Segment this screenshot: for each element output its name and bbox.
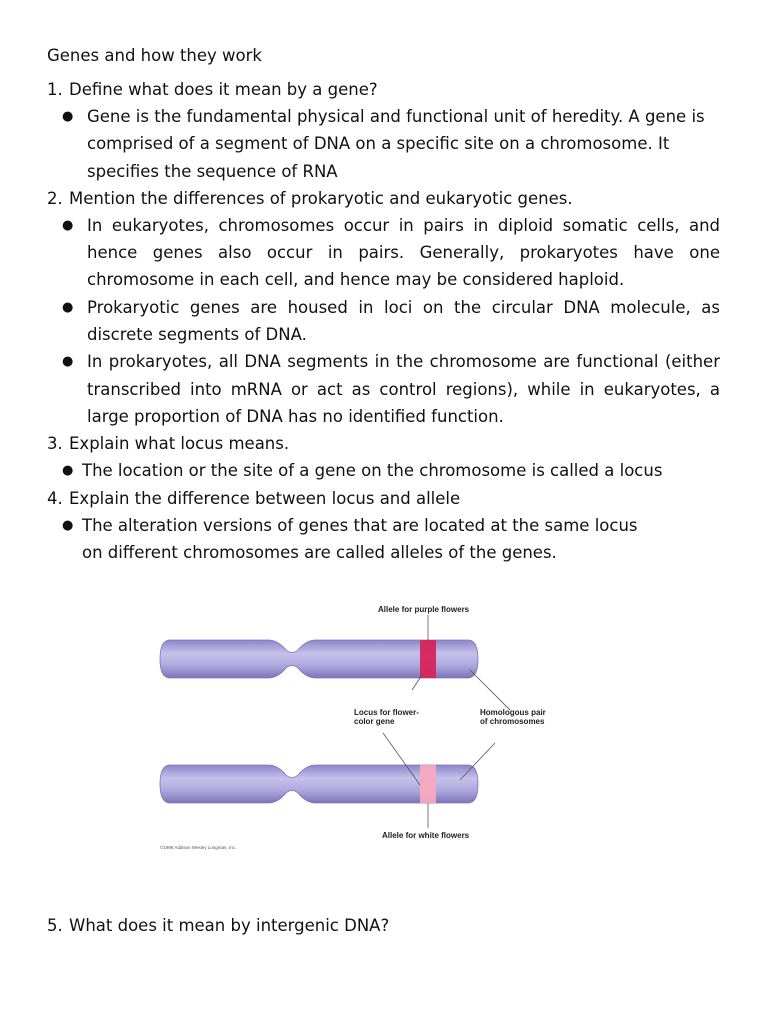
question-text: What does it mean by intergenic DNA?	[69, 916, 390, 935]
question-text: Explain the difference between locus and allele	[69, 488, 461, 508]
answer-bullet	[47, 348, 720, 430]
answer-text: Gene is the fundamental physical and functional unit of heredity. A gene is comprised of a segment of DNA on a specific site on a chromosome. It specifies the sequence of RNA	[87, 107, 705, 181]
label-locus: Locus for flower-color gene	[354, 708, 419, 726]
allele-purple-band	[420, 640, 436, 678]
label-allele-white: Allele for white flowers	[382, 831, 470, 840]
bullet-icon: ●	[62, 299, 74, 315]
answer-text: The alteration versions of genes that are located at the same locus on different chromosomes are called alleles of the genes.	[82, 515, 638, 562]
answer-bullet	[47, 294, 720, 349]
bullet-icon: ●	[62, 463, 74, 479]
bullet-icon: ●	[62, 517, 74, 533]
answer-bullet	[47, 457, 720, 484]
answer-text: In prokaryotes, all DNA segments in the chromosome are functional (either transcribed into mRNA or act as control regions), while in eukaryotes, a large proportion of DNA has no identified function.	[87, 352, 720, 426]
chromosome-figure	[150, 595, 546, 855]
question-4	[47, 485, 720, 512]
question-5	[47, 912, 389, 939]
bullet-icon: ●	[62, 217, 74, 233]
question-3	[47, 430, 720, 457]
answer-text: The location or the site of a gene on the chromosome is called a locus	[82, 461, 663, 481]
leader-line	[470, 670, 510, 710]
document-title: Genes and how they work	[47, 46, 262, 65]
answer-list-2	[47, 212, 720, 430]
question-text: Explain what locus means.	[69, 434, 290, 454]
label-homologous: Homologous pair of chromosomes	[480, 708, 546, 726]
allele-white-band	[420, 765, 436, 803]
label-allele-purple: Allele for purple flowers	[378, 605, 470, 614]
bullet-icon: ●	[62, 354, 74, 370]
question-text: Define what does it mean by a gene?	[69, 80, 378, 99]
chromosome-diagram	[150, 595, 520, 855]
answer-list-4	[47, 512, 720, 567]
question-number: 2.	[47, 188, 63, 208]
answer-text: In eukaryotes, chromosomes occur in pairs in diploid somatic cells, and hence genes also occur in pairs. Generally, prokaryotes have one chromosome in each cell, and hence may be considered haploid.	[87, 215, 720, 290]
document-page	[47, 42, 720, 566]
answer-text: Prokaryotic genes are housed in loci on the circular DNA molecule, as discrete segments of DNA.	[87, 297, 720, 345]
question-number: 3.	[47, 434, 63, 454]
question-1	[47, 76, 720, 103]
answer-bullet	[47, 512, 720, 567]
figure-copyright: ©1999 Addison Wesley Longman, Inc.	[160, 845, 237, 850]
bullet-icon: ●	[62, 109, 74, 124]
answer-list-1	[47, 103, 720, 185]
answer-list-3	[47, 457, 720, 484]
answer-bullet	[47, 212, 720, 294]
question-number: 5.	[47, 916, 63, 935]
answer-bullet	[47, 103, 720, 185]
question-number: 1.	[47, 80, 63, 99]
question-2	[47, 185, 720, 212]
question-text: Mention the differences of prokaryotic and eukaryotic genes.	[69, 188, 573, 208]
question-number: 4.	[47, 488, 63, 508]
